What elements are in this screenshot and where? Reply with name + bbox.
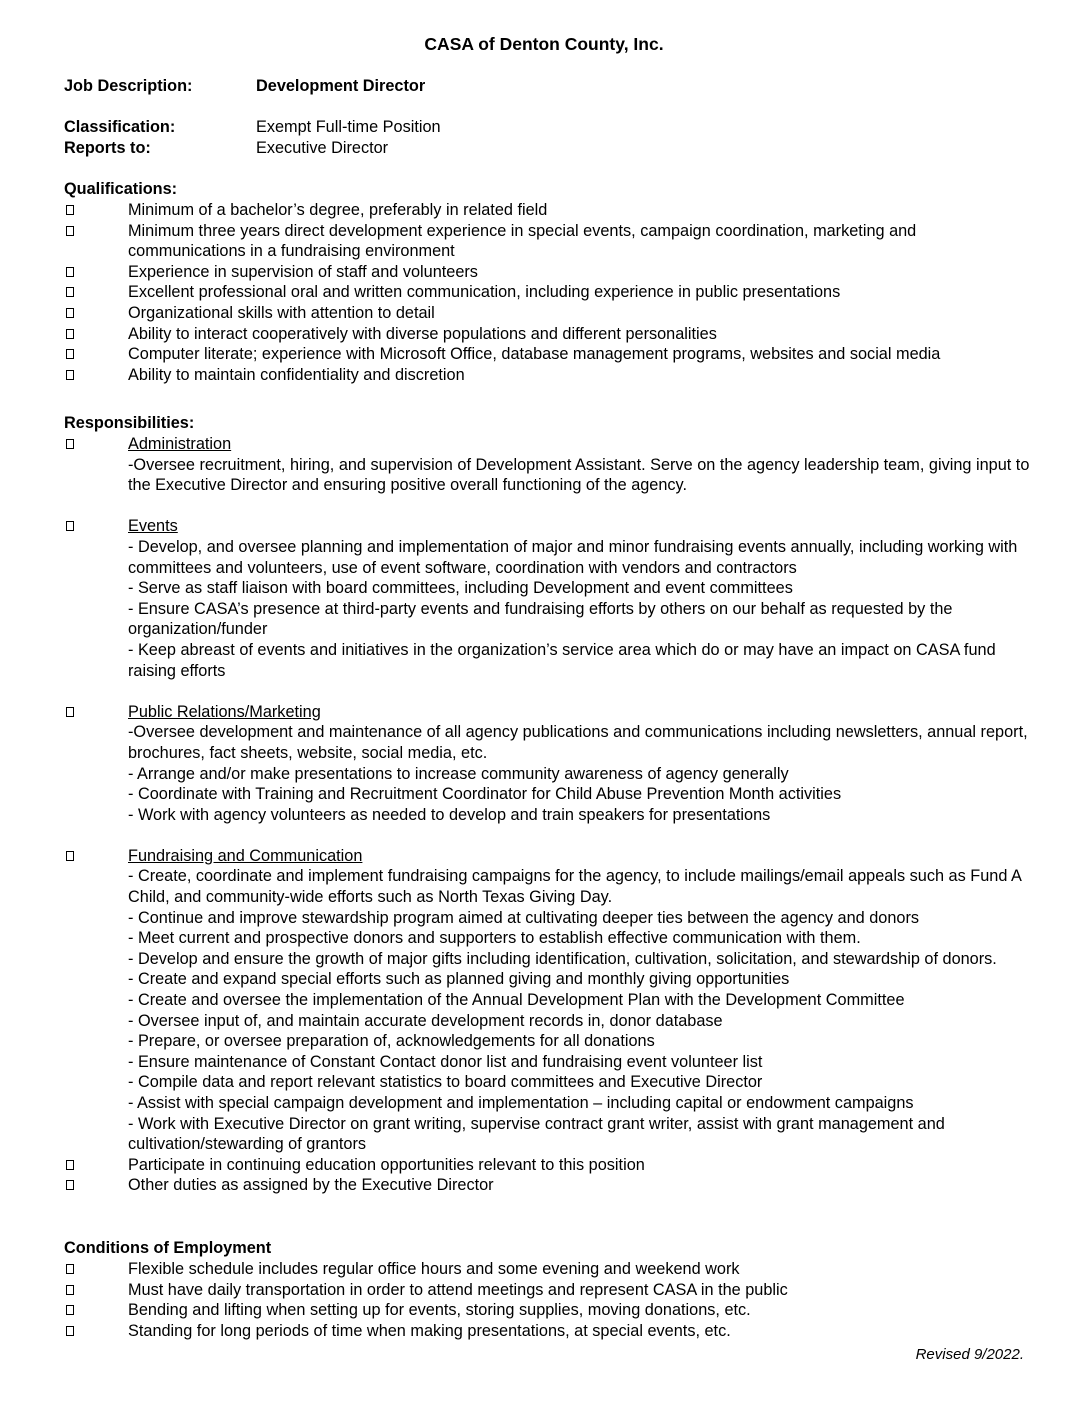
list-item: Standing for long periods of time when making presentations, at special events, etc. bbox=[64, 1321, 1034, 1342]
list-item: Excellent professional oral and written communication, including experience in public presentations bbox=[64, 282, 1034, 303]
list-item: - Compile data and report relevant statistics to board committees and Executive Director bbox=[128, 1073, 763, 1092]
list-item: Participate in continuing education opportunities relevant to this position bbox=[64, 1155, 1034, 1176]
bullet-icon bbox=[66, 370, 74, 380]
classification-label: Classification: bbox=[64, 118, 176, 136]
list-item: - Create and oversee the implementation of the Annual Development Plan with the Development Committee bbox=[128, 991, 905, 1010]
events-block bbox=[64, 516, 1034, 681]
list-item: - Create and expand special efforts such as planned giving and monthly giving opportunities bbox=[128, 970, 790, 989]
job-label: Job Description: bbox=[64, 77, 193, 95]
bullet-icon bbox=[66, 205, 74, 215]
bullet-icon bbox=[66, 1285, 74, 1295]
list-item: -Oversee recruitment, hiring, and supervision of Development Assistant. Serve on the agency leadership team, giving input to the Executive Director and ensuring positive overall functioning of the agency. bbox=[128, 455, 1030, 495]
bullet-icon bbox=[66, 1160, 74, 1170]
list-item: Organizational skills with attention to detail bbox=[64, 303, 1034, 324]
bullet-icon bbox=[66, 226, 74, 236]
job-value: Development Director bbox=[256, 77, 426, 95]
list-item: - Develop and ensure the growth of major gifts including identification, cultivation, solicitation, and stewardship of donors. bbox=[128, 949, 997, 968]
list-item: - Continue and improve stewardship program aimed at cultivating deeper ties between the agency and donors bbox=[128, 908, 920, 927]
list-item: - Arrange and/or make presentations to increase community awareness of agency generally bbox=[128, 764, 789, 783]
list-item: Computer literate; experience with Microsoft Office, database management programs, websites and social media bbox=[64, 344, 1034, 365]
events-title: Events bbox=[128, 517, 178, 536]
list-item: Bending and lifting when setting up for events, storing supplies, moving donations, etc. bbox=[64, 1300, 1034, 1321]
list-item: - Keep abreast of events and initiatives in the organization’s service area which do or may have an impact on CASA fund raising efforts bbox=[128, 640, 996, 680]
qualifications-section bbox=[64, 179, 1034, 385]
bullet-icon bbox=[66, 521, 74, 531]
list-item: -Oversee development and maintenance of all agency publications and communications including newsletters, annual report, brochures, fact sheets, website, social media, etc. bbox=[128, 723, 1028, 762]
bullet-icon bbox=[66, 267, 74, 277]
list-item: - Serve as staff liaison with board committees, including Development and event committees bbox=[128, 579, 793, 598]
conditions-section bbox=[64, 1238, 1034, 1341]
list-item: - Work with agency volunteers as needed to develop and train speakers for presentations bbox=[128, 805, 771, 824]
fundraising-title: Fundraising and Communication bbox=[128, 846, 363, 865]
bullet-icon bbox=[66, 439, 74, 449]
list-item: Flexible schedule includes regular office hours and some evening and weekend work bbox=[64, 1259, 1034, 1280]
list-item: Must have daily transportation in order to attend meetings and represent CASA in the public bbox=[64, 1280, 1034, 1301]
list-item: Minimum three years direct development experience in special events, campaign coordination, marketing and communications in a fundraising environment bbox=[64, 221, 1034, 262]
bullet-icon bbox=[66, 329, 74, 339]
administration-title: Administration bbox=[128, 435, 232, 453]
list-item: Minimum of a bachelor’s degree, preferably in related field bbox=[64, 200, 1034, 221]
bullet-icon bbox=[66, 1305, 74, 1315]
list-item: - Create, coordinate and implement fundraising campaigns for the agency, to include mailings/email appeals such as Fund A Child, and community-wide efforts such as North Texas Giving Day. bbox=[128, 867, 1021, 907]
bullet-icon bbox=[66, 1180, 74, 1190]
list-item: - Assist with special campaign development and implementation – including capital or endowment campaigns bbox=[128, 1094, 914, 1112]
list-item: - Ensure maintenance of Constant Contact donor list and fundraising event volunteer list bbox=[128, 1052, 763, 1071]
document-title: CASA of Denton County, Inc. bbox=[424, 34, 664, 54]
list-item: Ability to interact cooperatively with diverse populations and different personalities bbox=[64, 324, 1034, 345]
bullet-icon bbox=[66, 851, 74, 861]
list-item: - Coordinate with Training and Recruitment Coordinator for Child Abuse Prevention Month activities bbox=[128, 785, 842, 804]
public-relations-block bbox=[64, 702, 1034, 826]
list-item: - Oversee input of, and maintain accurate development records in, donor database bbox=[128, 1011, 723, 1030]
bullet-icon bbox=[66, 1326, 74, 1336]
classification-value: Exempt Full-time Position bbox=[256, 118, 441, 136]
bullet-icon bbox=[66, 1264, 74, 1274]
public-relations-title: Public Relations/Marketing bbox=[128, 702, 321, 721]
list-item: - Prepare, or oversee preparation of, acknowledgements for all donations bbox=[128, 1032, 655, 1051]
reports-to-label: Reports to: bbox=[64, 139, 151, 157]
list-item: Experience in supervision of staff and volunteers bbox=[64, 262, 1034, 283]
bullet-icon bbox=[66, 308, 74, 318]
list-item: - Meet current and prospective donors and supporters to establish effective communication with them. bbox=[128, 929, 861, 948]
list-item: - Ensure CASA’s presence at third-party events and fundraising efforts by others on our behalf as requested by the organization/funder bbox=[128, 599, 953, 639]
administration-block bbox=[64, 434, 1034, 496]
qualifications-heading: Qualifications: bbox=[64, 180, 178, 198]
list-item: - Work with Executive Director on grant writing, supervise contract grant writer, assist with grant management and cultivation/stewarding of grantors bbox=[128, 1114, 945, 1154]
reports-to-value: Executive Director bbox=[256, 139, 389, 157]
revised-date: Revised 9/2022. bbox=[915, 1346, 1024, 1363]
fundraising-block bbox=[64, 846, 1034, 1155]
bullet-icon bbox=[66, 707, 74, 717]
responsibilities-heading: Responsibilities: bbox=[64, 414, 195, 432]
responsibilities-section bbox=[64, 413, 1034, 1196]
bullet-icon bbox=[66, 349, 74, 359]
list-item: Ability to maintain confidentiality and discretion bbox=[64, 365, 1034, 386]
bullet-icon bbox=[66, 287, 74, 297]
conditions-heading: Conditions of Employment bbox=[64, 1239, 272, 1257]
list-item: - Develop, and oversee planning and implementation of major and minor fundraising events annually, including working with committees and volunteers, use of event software, coordination with vendors and contractors bbox=[128, 537, 1018, 577]
list-item: Other duties as assigned by the Executive Director bbox=[64, 1175, 1034, 1196]
